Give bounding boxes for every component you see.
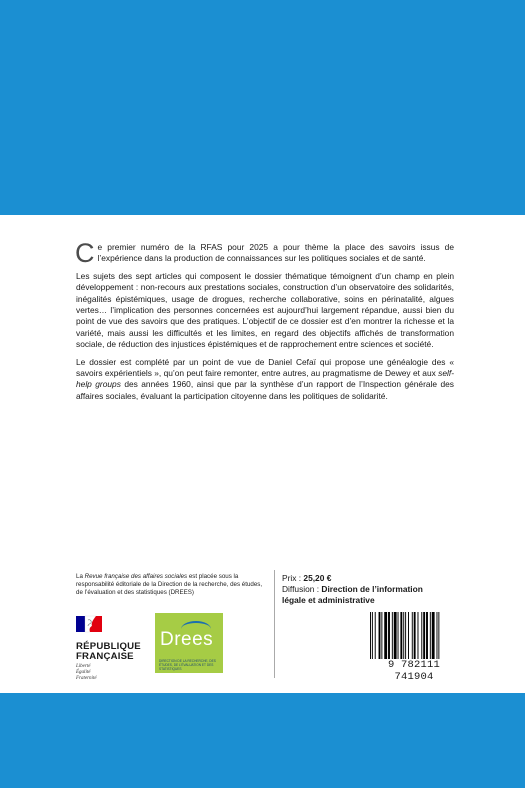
barcode-bar (392, 612, 393, 660)
republique-motto: Liberté Égalité Fraternité (76, 664, 97, 681)
drees-logo: Drees DIRECTION DE LA RECHERCHE, DES ÉTUDES, DE L’ÉVALUATION ET DES STATISTIQUES (155, 613, 223, 673)
barcode-bar (398, 612, 399, 660)
diffusion-line: Diffusion : Direction de l’information (282, 584, 423, 594)
barcode-bar (394, 612, 397, 660)
barcode-bar (400, 612, 402, 660)
barcode-bar (372, 612, 373, 660)
top-color-band (0, 0, 525, 215)
editorial-credit: La Revue française des affaires sociales est placée sous la responsabilité éditoriale de la Direction de la recherche, des études, de l’évaluation et des statistiques (DREES) (76, 573, 263, 596)
barcode-bar (408, 612, 409, 660)
barcode-bar (381, 612, 382, 660)
price-line: Prix : 25,20 € (282, 573, 332, 583)
barcode-bar (412, 612, 413, 660)
barcode-bar (437, 612, 438, 660)
barcode-bar (423, 612, 425, 660)
price-block (282, 573, 452, 606)
marianne-icon (76, 614, 104, 640)
barcode-bar (388, 612, 390, 660)
barcode-bar (426, 612, 428, 660)
barcode-bar (414, 612, 416, 660)
intro-paragraph: Ce premier numéro de la RFAS pour 2025 a pour thème la place des savoirs issus de l’expérience dans la production de connaissances sur les politiques sociales et de santé. (75, 238, 454, 268)
barcode-bar (430, 612, 431, 660)
vertical-divider (274, 570, 275, 678)
back-cover-text (75, 238, 454, 408)
diffusion-line-2: légale et administrative (282, 595, 375, 605)
barcode-digits: 9 782111 741904 (366, 659, 462, 683)
barcode-bar (403, 612, 404, 660)
barcode-bar (375, 612, 376, 660)
barcode-bar (384, 612, 387, 660)
barcode-bar (379, 612, 381, 660)
drop-cap: C (75, 238, 95, 268)
republique-francaise-logo (76, 614, 146, 680)
topics-paragraph: Les sujets des sept articles qui composent le dossier thématique témoignent d’un champ en plein développement : non-recours aux prestations sociales, construction d’un observatoire des solidarités, inégalités épistémiques, usage de drogues, recherche collaborative, soins en périnatalité, algues vertes… l’implication des personnes concernées est aujourd’hui largement répandue, aussi bien du point de vue des savoirs que des pratiques. L’objectif de ce dossier est d’en montrer la richesse et la variété, mais aussi les difficultés et les limites, en regard des objectifs affichés de transformation sociale, de réduction des injustices épistémiques et de rapprochement entre sciences et société. (76, 270, 454, 350)
barcode-bar (405, 612, 406, 660)
bottom-color-band (0, 693, 525, 788)
barcode-bar (370, 612, 371, 660)
barcode-bar (418, 612, 419, 660)
isbn-barcode (366, 612, 462, 683)
republique-name: RÉPUBLIQUE FRANÇAISE (76, 641, 141, 662)
barcode-bar (432, 612, 435, 660)
complement-paragraph: Le dossier est complété par un point de vue de Daniel Cefaï qui propose une généalogie des « savoirs expérientiels », qu’on peut faire remonter, entre autres, au pragmatisme de Dewey et aux self-help groups des années 1960, ainsi que par la synthèse d’un rapport de l’Inspection générale des affaires sociales, évaluant la participation citoyenne dans les politiques de solidarité. (76, 356, 454, 401)
barcode-bar (438, 612, 439, 660)
barcode-bar (421, 612, 422, 660)
